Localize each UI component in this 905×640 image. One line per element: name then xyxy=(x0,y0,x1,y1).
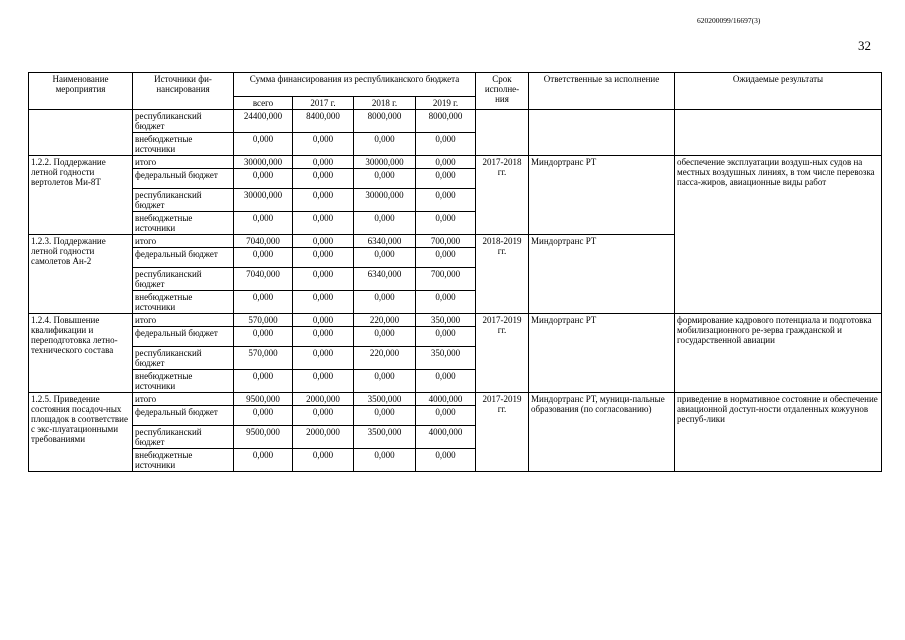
total-cell: 24400,000 xyxy=(234,110,293,133)
y2018-cell: 220,000 xyxy=(354,347,416,370)
y2019-cell: 350,000 xyxy=(416,347,476,370)
y2019-cell: 0,000 xyxy=(416,156,476,169)
y2017-cell: 0,000 xyxy=(293,291,354,314)
header-2017: 2017 г. xyxy=(293,97,354,110)
total-cell: 0,000 xyxy=(234,406,293,426)
term-cell: 2017-2019 гг. xyxy=(476,314,529,393)
table-row xyxy=(29,110,882,133)
activity-name-cell: 1.2.5. Приведение состояния посадоч-ных площадок в соответствие с экс-плуатационными требованиями xyxy=(29,393,133,472)
total-cell: 0,000 xyxy=(234,248,293,268)
total-cell: 0,000 xyxy=(234,169,293,189)
y2019-cell: 0,000 xyxy=(416,189,476,212)
source-cell: федеральный бюджет xyxy=(133,169,234,189)
y2019-cell: 350,000 xyxy=(416,314,476,327)
responsible-cell: Миндортранс РТ, муници-пальные образования (по согласованию) xyxy=(529,393,675,472)
header-results: Ожидаемые результаты xyxy=(675,73,882,110)
y2018-cell: 0,000 xyxy=(354,449,416,472)
y2018-cell: 0,000 xyxy=(354,169,416,189)
y2017-cell: 0,000 xyxy=(293,133,354,156)
y2018-cell: 0,000 xyxy=(354,133,416,156)
source-cell: внебюджетные источники xyxy=(133,133,234,156)
term-cell xyxy=(476,110,529,156)
y2017-cell: 0,000 xyxy=(293,169,354,189)
y2017-cell: 0,000 xyxy=(293,370,354,393)
y2019-cell: 0,000 xyxy=(416,406,476,426)
total-cell: 570,000 xyxy=(234,347,293,370)
total-cell: 0,000 xyxy=(234,133,293,156)
source-cell: итого xyxy=(133,314,234,327)
y2017-cell: 0,000 xyxy=(293,235,354,248)
y2018-cell: 0,000 xyxy=(354,248,416,268)
source-cell: внебюджетные источники xyxy=(133,370,234,393)
source-cell: внебюджетные источники xyxy=(133,212,234,235)
source-cell: внебюджетные источники xyxy=(133,449,234,472)
y2018-cell: 3500,000 xyxy=(354,393,416,406)
header-funding: Сумма финансирования из республиканского бюджета xyxy=(234,73,476,97)
y2018-cell: 30000,000 xyxy=(354,189,416,212)
source-cell: итого xyxy=(133,393,234,406)
result-cell: приведение в нормативное состояние и обеспечение авиационной доступ-ности отдаленных кожуунов респуб-лики xyxy=(675,393,882,472)
source-cell: республиканский бюджет xyxy=(133,426,234,449)
result-cell: обеспечение эксплуатации воздуш-ных судов на местных воздушных линиях, в том числе перевозка пасса-жиров, авиационные виды работ xyxy=(675,156,882,314)
source-cell: федеральный бюджет xyxy=(133,327,234,347)
result-cell: формирование кадрового потенциала и подготовка мобилизационного ре-зерва гражданской и государственной авиации xyxy=(675,314,882,393)
total-cell: 9500,000 xyxy=(234,393,293,406)
y2017-cell: 0,000 xyxy=(293,212,354,235)
activity-name-cell: 1.2.2. Поддержание летной годности вертолетов Ми-8Т xyxy=(29,156,133,235)
y2018-cell: 0,000 xyxy=(354,291,416,314)
source-cell: внебюджетные источники xyxy=(133,291,234,314)
y2019-cell: 0,000 xyxy=(416,169,476,189)
y2017-cell: 0,000 xyxy=(293,248,354,268)
y2019-cell: 0,000 xyxy=(416,327,476,347)
y2018-cell: 6340,000 xyxy=(354,268,416,291)
header-term: Срок исполне-ния xyxy=(476,73,529,110)
term-cell: 2018-2019 гг. xyxy=(476,235,529,314)
total-cell: 0,000 xyxy=(234,449,293,472)
term-cell: 2017-2019 гг. xyxy=(476,393,529,472)
total-cell: 0,000 xyxy=(234,291,293,314)
y2017-cell: 0,000 xyxy=(293,156,354,169)
responsible-cell: Миндортранс РТ xyxy=(529,314,675,393)
table-row xyxy=(29,393,882,406)
y2017-cell: 2000,000 xyxy=(293,393,354,406)
page-number: 32 xyxy=(858,38,871,53)
name-cell xyxy=(29,110,133,156)
header-name: Наименование мероприятия xyxy=(29,73,133,110)
y2019-cell: 700,000 xyxy=(416,268,476,291)
source-cell: республиканский бюджет xyxy=(133,189,234,212)
total-cell: 0,000 xyxy=(234,370,293,393)
y2017-cell: 0,000 xyxy=(293,314,354,327)
header-total: всего xyxy=(234,97,293,110)
total-cell: 0,000 xyxy=(234,212,293,235)
y2019-cell: 0,000 xyxy=(416,449,476,472)
y2017-cell: 0,000 xyxy=(293,347,354,370)
header-2018: 2018 г. xyxy=(354,97,416,110)
source-cell: республиканский бюджет xyxy=(133,347,234,370)
term-cell: 2017-2018 гг. xyxy=(476,156,529,235)
y2018-cell: 220,000 xyxy=(354,314,416,327)
y2017-cell: 0,000 xyxy=(293,327,354,347)
total-cell: 7040,000 xyxy=(234,235,293,248)
y2019-cell: 0,000 xyxy=(416,370,476,393)
source-cell: итого xyxy=(133,156,234,169)
y2017-cell: 0,000 xyxy=(293,449,354,472)
y2019-cell: 0,000 xyxy=(416,248,476,268)
y2019-cell: 0,000 xyxy=(416,291,476,314)
responsible-cell xyxy=(529,110,675,156)
activity-name-cell: 1.2.4. Повышение квалификации и переподготовка летно-технического состава xyxy=(29,314,133,393)
y2018-cell: 6340,000 xyxy=(354,235,416,248)
y2018-cell: 0,000 xyxy=(354,406,416,426)
source-cell: федеральный бюджет xyxy=(133,406,234,426)
y2019-cell: 0,000 xyxy=(416,212,476,235)
table-row xyxy=(29,156,882,169)
table-row xyxy=(29,314,882,327)
y2019-cell: 4000,000 xyxy=(416,426,476,449)
header-2019: 2019 г. xyxy=(416,97,476,110)
total-cell: 0,000 xyxy=(234,327,293,347)
y2018-cell: 0,000 xyxy=(354,212,416,235)
y2019-cell: 700,000 xyxy=(416,235,476,248)
source-cell: республиканский бюджет xyxy=(133,268,234,291)
total-cell: 30000,000 xyxy=(234,156,293,169)
y2017-cell: 0,000 xyxy=(293,268,354,291)
funding-table xyxy=(28,72,882,472)
y2018-cell: 0,000 xyxy=(354,327,416,347)
y2018-cell: 3500,000 xyxy=(354,426,416,449)
responsible-cell: Миндортранс РТ xyxy=(529,235,675,314)
y2019-cell: 0,000 xyxy=(416,133,476,156)
total-cell: 570,000 xyxy=(234,314,293,327)
y2019-cell: 8000,000 xyxy=(416,110,476,133)
header-sources: Источники фи-нансирования xyxy=(133,73,234,110)
y2017-cell: 0,000 xyxy=(293,189,354,212)
source-cell: итого xyxy=(133,235,234,248)
activity-name-cell: 1.2.3. Поддержание летной годности самолетов Ан-2 xyxy=(29,235,133,314)
total-cell: 7040,000 xyxy=(234,268,293,291)
y2017-cell: 2000,000 xyxy=(293,426,354,449)
total-cell: 9500,000 xyxy=(234,426,293,449)
y2018-cell: 8000,000 xyxy=(354,110,416,133)
responsible-cell: Миндортранс РТ xyxy=(529,156,675,235)
source-cell: федеральный бюджет xyxy=(133,248,234,268)
header-responsible: Ответственные за исполнение xyxy=(529,73,675,110)
y2017-cell: 0,000 xyxy=(293,406,354,426)
y2019-cell: 4000,000 xyxy=(416,393,476,406)
total-cell: 30000,000 xyxy=(234,189,293,212)
document-id: 620200099/16697(3) xyxy=(697,16,761,25)
y2018-cell: 30000,000 xyxy=(354,156,416,169)
y2018-cell: 0,000 xyxy=(354,370,416,393)
source-cell: республиканский бюджет xyxy=(133,110,234,133)
result-cell xyxy=(675,110,882,156)
y2017-cell: 8400,000 xyxy=(293,110,354,133)
